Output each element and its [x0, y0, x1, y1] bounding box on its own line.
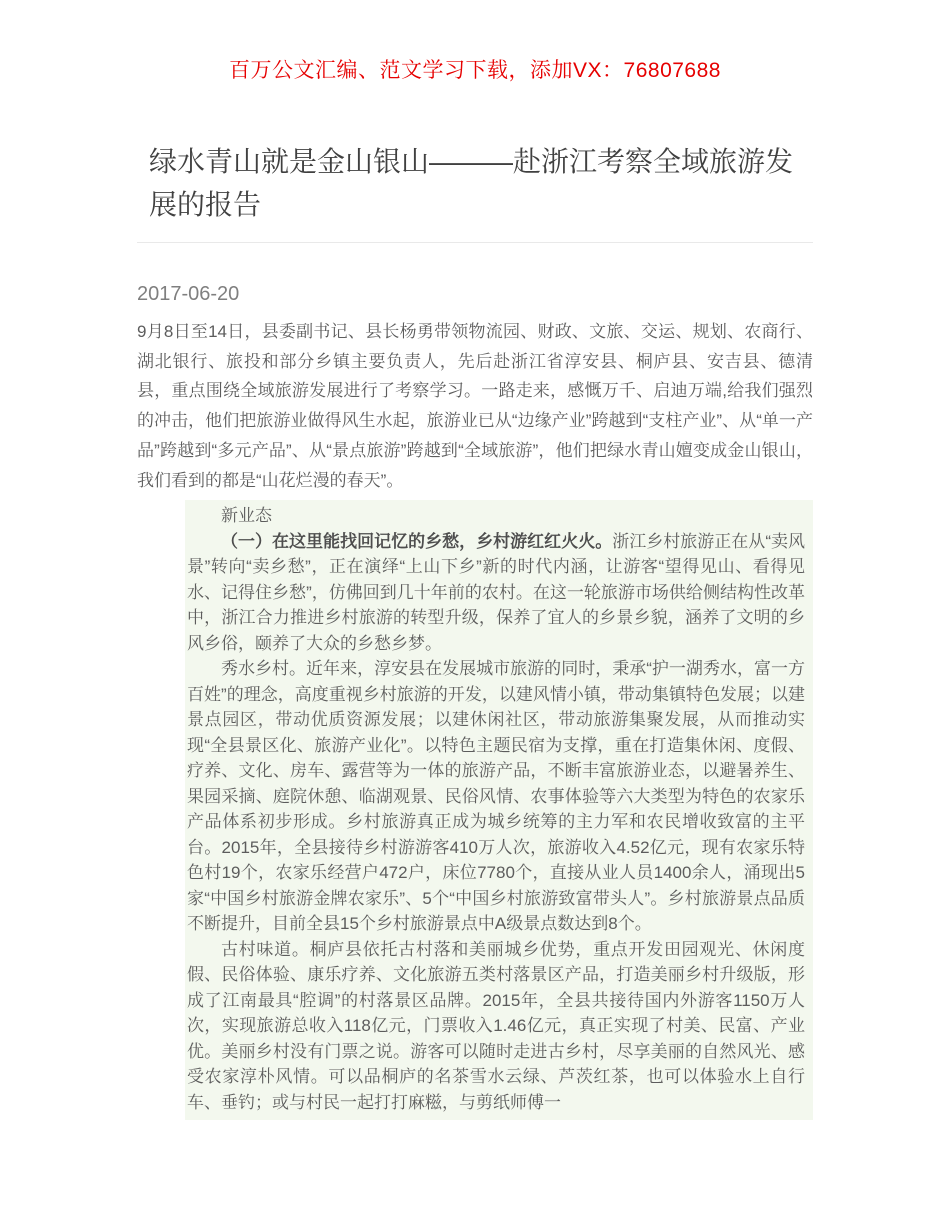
- intro-paragraph: 9月8日至14日，县委副书记、县长杨勇带领物流园、财政、文旅、交运、规划、农商行、湖北银行、旅投和部分乡镇主要负责人，先后赴浙江省淳安县、桐庐县、安吉县、德清县，重点围绕全域旅游发展进行了考察学习。一路走来，感慨万千、启迪万端,给我们强烈的冲击，他们把旅游业做得风生水起，旅游业已从“边缘产业”跨越到“支柱产业”、从“单一产品”跨越到“多元产品”、从“景点旅游”跨越到“全域旅游”，他们把绿水青山嬗变成金山银山，我们看到的都是“山花烂漫的春天”。: [137, 321, 813, 490]
- highlight-paragraph-1: [187, 529, 805, 657]
- paragraph-1-text: 浙江乡村旅游正在从“卖风景”转向“卖乡愁”，正在演绎“上山下乡”新的时代内涵，让游客“望得见山、看得见水、记得住乡愁”，仿佛回到几十年前的农村。在这一轮旅游市场供给侧结构性改革中，浙江合力推进乡村旅游的转型升级，保养了宜人的乡景乡貌，涵养了文明的乡风乡俗，颐养了大众的乡愁乡梦。: [187, 531, 806, 653]
- page-title: 绿水青山就是金山银山———赴浙江考察全域旅游发展的报告: [149, 146, 794, 221]
- section-label: 新业态: [221, 506, 272, 526]
- paragraph-1-lead: （一）在这里能找回记忆的乡愁，乡村游红红火火。: [221, 531, 613, 551]
- highlight-paragraph-2: 秀水乡村。近年来，淳安县在发展城市旅游的同时，秉承“护一湖秀水，富一方百姓”的理念，高度重视乡村旅游的开发，以建风情小镇，带动集镇特色发展；以建景点园区，带动优质资源发展；以建休闲社区，带动旅游集聚发展，从而推动实现“全县景区化、旅游产业化”。以特色主题民宿为支撑，重在打造集休闲、度假、疗养、文化、房车、露营等为一体的旅游产品，不断丰富旅游业态，以避暑养生、果园采摘、庭院休憩、临湖观景、民俗风情、农事体验等六大类型为特色的农家乐产品体系初步形成。乡村旅游真正成为城乡统筹的主力军和农民增收致富的主平台。2015年，全县接待乡村游游客410万人次，旅游收入4.52亿元，现有农家乐特色村19个，农家乐经营户472户，床位7780个，直接从业人员1400余人，涌现出5家“中国乡村旅游金牌农家乐”、5个“中国乡村旅游致富带头人”。乡村旅游景点品质不断提升，目前全县15个乡村旅游景点中A级景点数达到8个。: [187, 659, 805, 934]
- article-date: 2017-06-20: [137, 282, 240, 305]
- article-content: [137, 140, 813, 1120]
- promo-banner: 百万公文汇编、范文学习下载，添加VX：76807688: [229, 59, 721, 82]
- highlight-paragraph-3: 古村味道。桐庐县依托古村落和美丽城乡优势，重点开发田园观光、休闲度假、民俗体验、康乐疗养、文化旅游五类村落景区产品，打造美丽乡村升级版，形成了江南最具“腔调”的村落景区品牌。2015年，全县共接待国内外游客1150万人次，实现旅游总收入118亿元，门票收入1.46亿元，真正实现了村美、民富、产业优。美丽乡村没有门票之说。游客可以随时走进古乡村，尽享美丽的自然风光、感受农家淳朴风情。可以品桐庐的名茶雪水云绿、芦茨红茶，也可以体验水上自行车、垂钓；或与村民一起打打麻糍，与剪纸师傅一: [187, 939, 805, 1112]
- highlighted-section: [185, 500, 813, 1120]
- title-divider: [137, 242, 813, 243]
